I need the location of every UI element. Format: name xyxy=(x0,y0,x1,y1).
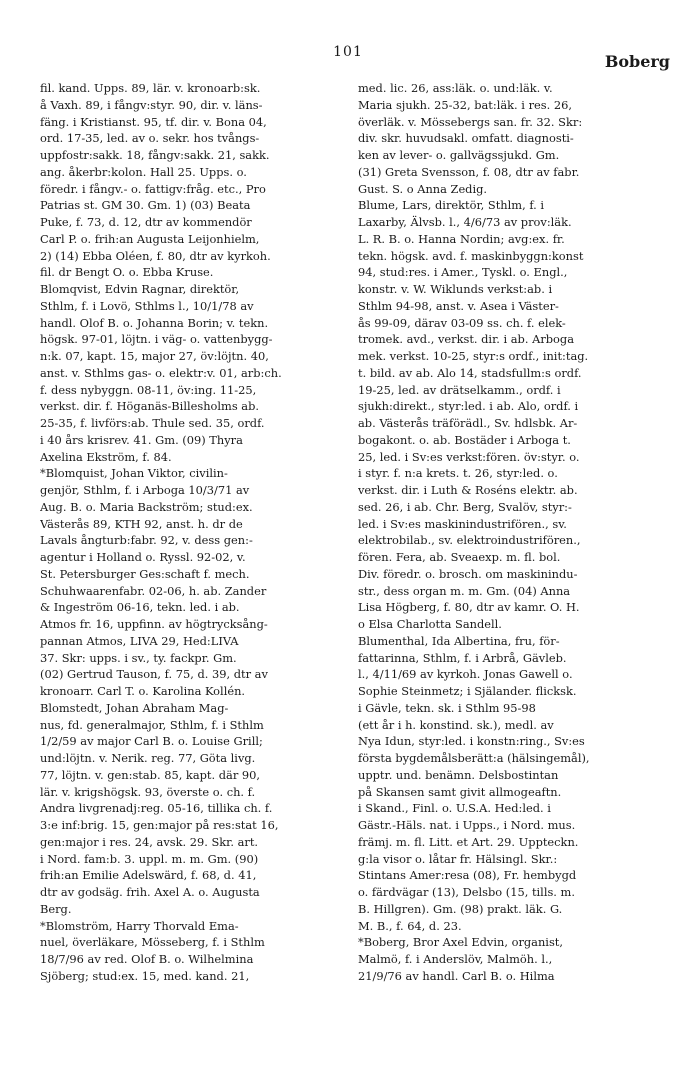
text-line: 1/2/59 av major Carl B. o. Louise Grill; xyxy=(40,734,263,749)
text-line: genjör, Sthlm, f. i Arboga 10/3/71 av xyxy=(40,483,250,497)
text-line: fil. kand. Upps. 89, lär. v. kronoarb:sk. xyxy=(40,81,261,95)
text-line: dtr av godsäg. frih. Axel A. o. Augusta xyxy=(40,885,260,899)
text-line: tekn. högsk. avd. f. maskinbyggn:konst xyxy=(358,248,584,263)
text-line: gen:major i res. 24, avsk. 29. Skr. art. xyxy=(40,834,259,849)
text-line: uppfostr:sakk. 18, fångv:sakk. 21, sakk. xyxy=(40,148,270,162)
text-line: 94, stud:res. i Amer., Tyskl. o. Engl., xyxy=(358,265,568,280)
text-line: nuel, överläkare, Mösseberg, f. i Sthlm xyxy=(40,935,265,950)
text-line: und:löjtn. v. Nerik. reg. 77, Göta livg. xyxy=(40,751,256,765)
text-line: i Gävle, tekn. sk. i Sthlm 95-98 xyxy=(358,700,536,715)
text-line: div. skr. huvudsakl. omfatt. diagnosti- xyxy=(358,131,574,146)
text-line: i styr. f. n:a krets. t. 26, styr:led. o. xyxy=(358,466,558,481)
text-line: B. Hillgren). Gm. (98) prakt. läk. G. xyxy=(358,901,563,916)
text-line: *Blomström, Harry Thorvald Ema- xyxy=(40,918,239,933)
text-line: verkst. dir. i Luth & Roséns elektr. ab. xyxy=(358,483,578,497)
text-line: Blomqvist, Edvin Ragnar, direktör, xyxy=(40,282,240,296)
text-line: främj. m. fl. Litt. et Art. 29. Uppteckn. xyxy=(358,834,579,849)
text-line: Stintans Amer:resa (08), Fr. hembygd xyxy=(358,868,577,883)
text-line: (ett år i h. konstind. sk.), medl. av xyxy=(358,717,554,732)
text-line: frih:an Emilie Adelswärd, f. 68, d. 41, xyxy=(40,868,257,883)
right-column xyxy=(358,80,668,985)
text-line: *Blomquist, Johan Viktor, civilin- xyxy=(40,466,228,481)
text-line: å Vaxh. 89, i fångv:styr. 90, dir. v. läns- xyxy=(40,97,263,112)
text-line: Patrias st. GM 30. Gm. 1) (03) Beata xyxy=(40,198,251,213)
text-line: n:k. 07, kapt. 15, major 27, öv:löjtn. 40, xyxy=(40,349,269,363)
text-line: Sjöberg; stud:ex. 15, med. kand. 21, xyxy=(40,968,250,983)
text-line: mek. verkst. 10-25, styr:s ordf., init:tag. xyxy=(358,349,589,363)
text-line: 25-35, f. livförs:ab. Thule sed. 35, ordf. xyxy=(40,416,265,430)
text-line: Andra livgrenadj:reg. 05-16, tillika ch. f. xyxy=(40,801,273,816)
text-line: *Boberg, Bror Axel Edvin, organist, xyxy=(358,935,563,950)
text-line: fören. Fera, ab. Sveaexp. m. fl. bol. xyxy=(358,550,561,564)
text-line: o. färdvägar (13), Delsbo (15, tills. m. xyxy=(358,885,575,899)
text-line: i Skand., Finl. o. U.S.A. Hed:led. i xyxy=(358,801,551,816)
text-line: i Nord. fam:b. 3. uppl. m. m. Gm. (90) xyxy=(40,851,259,866)
text-line: Div. föredr. o. brosch. om maskinindu- xyxy=(358,566,578,581)
text-line: föredr. i fångv.- o. fattigv:fråg. etc., Pro xyxy=(40,181,266,196)
text-line: 3:e inf:brig. 15, gen:major på res:stat 16, xyxy=(40,818,279,832)
text-line: Sthlm 94-98, anst. v. Asea i Väster- xyxy=(358,298,559,313)
text-line: 77, löjtn. v. gen:stab. 85, kapt. där 90, xyxy=(40,767,261,782)
text-line: (31) Greta Svensson, f. 08, dtr av fabr. xyxy=(358,164,580,179)
text-line: 37. Skr: upps. i sv., ty. fackpr. Gm. xyxy=(40,650,237,665)
text-line: Nya Idun, styr:led. i konstn:ring., Sv:es xyxy=(358,734,585,749)
text-line: ord. 17-35, led. av o. sekr. hos tvångs- xyxy=(40,131,260,146)
text-line: g:la visor o. låtar fr. Hälsingl. Skr.: xyxy=(358,851,558,866)
text-line: Schuhwaarenfabr. 02-06, h. ab. Zander xyxy=(40,583,267,598)
text-line: Lisa Högberg, f. 80, dtr av kamr. O. H. xyxy=(358,600,580,615)
text-line: upptr. und. benämn. Delsbostintan xyxy=(358,767,559,782)
text-line: Gust. S. o Anna Zedig. xyxy=(358,181,488,196)
text-line: ang. åkerbr:kolon. Hall 25. Upps. o. xyxy=(40,164,247,179)
text-line: Lavals ångturb:fabr. 92, v. dess gen:- xyxy=(40,533,253,548)
text-line: ås 99-09, därav 03-09 ss. ch. f. elek- xyxy=(358,315,566,330)
text-line: Blumenthal, Ida Albertina, fru, för- xyxy=(358,633,560,648)
text-line: på Skansen samt givit allmogeaftn. xyxy=(358,784,562,799)
text-line: Axelina Ekström, f. 84. xyxy=(40,449,172,464)
text-line: konstr. v. W. Wiklunds verkst:ab. i xyxy=(358,282,553,296)
text-line: tromek. avd., verkst. dir. i ab. Arboga xyxy=(358,332,574,347)
text-line: Berg. xyxy=(40,901,72,916)
text-line: o Elsa Charlotta Sandell. xyxy=(358,617,502,631)
text-line: ab. Västerås träförädl., Sv. hdlsbk. Ar- xyxy=(358,416,578,430)
text-line: Maria sjukh. 25-32, bat:läk. i res. 26, xyxy=(358,97,572,112)
text-line: handl. Olof B. o. Johanna Borin; v. tekn. xyxy=(40,315,269,330)
text-line: Gästr.-Häls. nat. i Upps., i Nord. mus. xyxy=(358,818,576,832)
text-line: fäng. i Kristianst. 95, tf. dir. v. Bona 04, xyxy=(40,114,267,129)
text-line: högsk. 97-01, löjtn. i väg- o. vattenbygg- xyxy=(40,332,273,347)
text-line: fil. dr Bengt O. o. Ebba Kruse. xyxy=(40,265,214,280)
text-line: St. Petersburger Ges:schaft f. mech. xyxy=(40,566,250,581)
text-line: Blume, Lars, direktör, Sthlm, f. i xyxy=(358,198,545,213)
text-line: kronoarr. Carl T. o. Karolina Kollén. xyxy=(40,684,246,698)
text-line: Sthlm, f. i Lovö, Sthlms l., 10/1/78 av xyxy=(40,298,254,313)
running-head: Boberg xyxy=(604,52,670,71)
text-line: sed. 26, i ab. Chr. Berg, Svalöv, styr:- xyxy=(358,499,572,514)
text-line: sjukh:direkt., styr:led. i ab. Alo, ordf. i xyxy=(358,399,579,414)
text-line: anst. v. Sthlms gas- o. elektr:v. 01, arb:ch. xyxy=(40,365,282,380)
text-line: f. dess nybyggn. 08-11, öv:ing. 11-25, xyxy=(40,382,257,397)
text-line: Aug. B. o. Maria Backström; stud:ex. xyxy=(40,499,253,514)
text-line: Laxarby, Älvsb. l., 4/6/73 av prov:läk. xyxy=(358,215,572,229)
text-line: Puke, f. 73, d. 12, dtr av kommendör xyxy=(40,215,252,229)
text-line: ken av lever- o. gallvägssjukd. Gm. xyxy=(358,148,560,162)
text-line: (02) Gertrud Tauson, f. 75, d. 39, dtr av xyxy=(40,667,268,682)
text-line: Blomstedt, Johan Abraham Mag- xyxy=(40,700,229,715)
text-line: Västerås 89, KTH 92, anst. h. dr de xyxy=(40,516,243,531)
text-line: nus, fd. generalmajor, Sthlm, f. i Sthlm xyxy=(40,717,264,732)
text-line: 25, led. i Sv:es verkst:fören. öv:styr. o. xyxy=(358,449,580,464)
text-line: bogakont. o. ab. Bostäder i Arboga t. xyxy=(358,432,571,447)
text-line: l., 4/11/69 av kyrkoh. Jonas Gawell o. xyxy=(358,667,573,682)
text-line: str., dess organ m. m. Gm. (04) Anna xyxy=(358,583,571,598)
text-line: överläk. v. Mössebergs san. fr. 32. Skr: xyxy=(358,114,583,129)
text-line: Carl P. o. frih:an Augusta Leijonhielm, xyxy=(40,231,260,246)
left-column xyxy=(40,80,358,985)
page-number: 101 xyxy=(333,44,363,60)
text-line: fattarinna, Sthlm, f. i Arbrå, Gävleb. xyxy=(358,650,567,665)
text-line: t. bild. av ab. Alo 14, stadsfullm:s ordf. xyxy=(358,365,582,380)
text-line: 18/7/96 av red. Olof B. o. Wilhelmina xyxy=(40,952,254,966)
text-line: L. R. B. o. Hanna Nordin; avg:ex. fr. xyxy=(358,231,565,246)
text-line: verkst. dir. f. Höganäs-Billesholms ab. xyxy=(40,399,259,414)
text-line: led. i Sv:es maskinindustrifören., sv. xyxy=(358,516,567,531)
text-line: pannan Atmos, LIVA 29, Hed:LIVA xyxy=(40,633,239,648)
text-line: 2) (14) Ebba Oléen, f. 80, dtr av kyrkoh. xyxy=(40,248,271,263)
text-line: Malmö, f. i Anderslöv, Malmöh. l., xyxy=(358,952,553,966)
text-line: med. lic. 26, ass:läk. o. und:läk. v. xyxy=(358,81,553,95)
text-line: första bygdemålsberätt:a (hälsingemål), xyxy=(358,751,590,765)
text-line: agentur i Holland o. Ryssl. 92-02, v. xyxy=(40,550,246,564)
text-line: M. B., f. 64, d. 23. xyxy=(358,918,462,933)
text-line: 21/9/76 av handl. Carl B. o. Hilma xyxy=(358,968,555,983)
text-line: & Ingeström 06-16, tekn. led. i ab. xyxy=(40,600,240,615)
text-line: i 40 års krisrev. 41. Gm. (09) Thyra xyxy=(40,432,243,447)
text-line: Atmos fr. 16, uppfinn. av högtrycksång- xyxy=(40,617,268,631)
text-line: lär. v. krigshögsk. 93, överste o. ch. f. xyxy=(40,784,256,799)
text-line: Sophie Steinmetz; i Själander. flicksk. xyxy=(358,684,577,698)
text-line: 19-25, led. av drätselkamm., ordf. i xyxy=(358,382,561,397)
text-line: elektrobilab., sv. elektroindustrifören., xyxy=(358,533,581,548)
